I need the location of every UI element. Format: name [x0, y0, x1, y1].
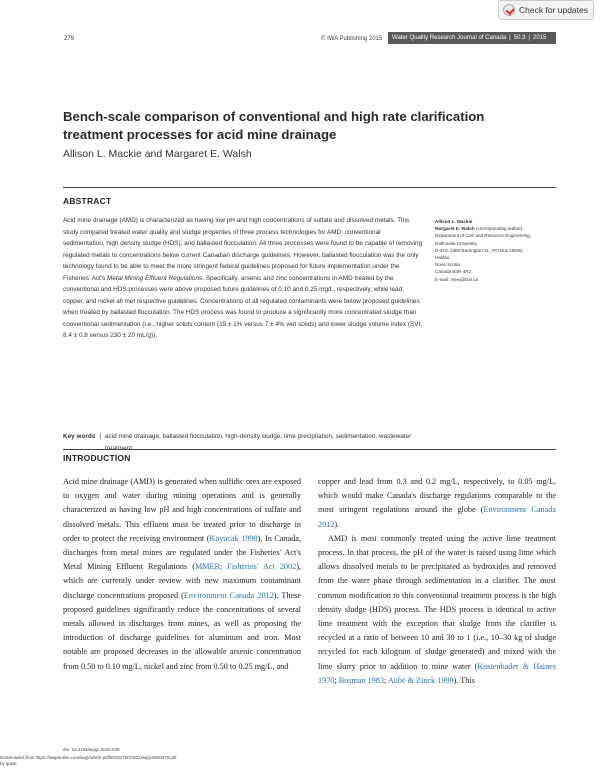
- download-by: by guest: [0, 761, 17, 766]
- affiliation-line: Department of Civil and Resource Engineering,: [435, 233, 532, 239]
- doi: doi: 10.2166/wqrjc.2015.048: [63, 747, 120, 752]
- abstract-text-2: . Specifically, arsenic and zinc concentrations in AMD treated by the conventional and HDS processes were above proposed future guidelines of 0.10 and 0.25 mg/L, respectively, while lead, copper, and nickel all met respective guidelines. Concentrations of all regulated contaminants were below proposed guidelines when treated by ballasted flocculation. The HDS process was found to produce a significantly more concentrated sludge than conventional sedimentation (i.e., higher solids content (19 ± 1% versus 7 ± 4% wet solids) and lower sludge volume index (SVI; 8.4 ± 0.8 versus 230 ± 20 mL/g)).: [63, 274, 423, 339]
- author-affiliation: [435, 218, 555, 283]
- download-notice: [0, 755, 176, 767]
- check-updates-icon: [503, 4, 515, 16]
- article-authors: Allison L. Mackie and Margaret E. Walsh: [63, 148, 252, 160]
- intro-text: copper and lead from 0.3 and 0.2 mg/L, respectively, to 0.05 mg/L, which would make Canada's discharge regulations comparable to the most stringent regulations around the globe (: [318, 477, 556, 515]
- page-number: 279: [64, 36, 75, 42]
- citation-link[interactable]: MMER; Fisheries' Act 2002: [194, 562, 297, 572]
- citation-link[interactable]: Environment Canada 2012: [318, 505, 556, 529]
- affiliation-line: Canada B3H 4R2: [435, 269, 472, 275]
- citation-link[interactable]: Aubé & Zinck 1999: [387, 675, 454, 685]
- journal-bar: Water Quality Research Journal of Canada | 50.3 | 2015: [388, 32, 556, 44]
- abstract-regulation-name: Metal Mining Effluent Regulations: [107, 274, 203, 282]
- citation-link[interactable]: Environment Canada 2012: [183, 590, 274, 600]
- affiliation-line: Halifax,: [435, 255, 451, 261]
- introduction-left-column: [63, 475, 301, 674]
- citation-link[interactable]: Kayucak 1998: [209, 533, 258, 543]
- affiliation-line: D-215, 1360 Barrington St., PO Box 15000,: [435, 247, 524, 253]
- download-url: Downloaded from https://iwaponline.com/wqrj/article-pdf/50/3/279/37822/wqrjc0500279.pdf: [0, 755, 177, 760]
- keywords-text: acid mine drainage, ballasted flocculation, high-density sludge, lime precipitation, sedimentation, wastewater treatment: [105, 433, 412, 452]
- affiliation-line: Nova Scotia,: [435, 262, 462, 268]
- abstract-body: [63, 215, 423, 342]
- intro-text: ).: [334, 519, 340, 529]
- intro-text: Acid mine drainage (AMD) is generated when sulfidic ores are exposed to oxygen and water during mining operations and is generally characterized as having low pH and high concentrations of sulfate and dissolved metals. This effluent must be treated prior to discharge in order to protect the receiving environment (: [63, 477, 301, 543]
- intro-text: ;: [383, 675, 388, 685]
- affiliation-author-2: Margaret E. Walsh: [435, 226, 475, 232]
- abstract-heading: ABSTRACT: [63, 196, 112, 206]
- intro-text: ). In Canada, discharges from metal mines are regulated under the Fisheries' Act's Metal Mining Effluent Regulations (: [63, 533, 301, 572]
- introduction-right-column: [318, 475, 556, 688]
- citation-link[interactable]: Kostenbader & Haines 1970: [318, 661, 556, 685]
- affiliation-line: Dalhousie University,: [435, 240, 478, 246]
- check-for-updates-button[interactable]: [498, 0, 594, 20]
- journal-name: Water Quality Research Journal of Canada: [392, 35, 507, 41]
- intro-text: ;: [334, 675, 339, 685]
- intro-text: ), which are currently under review with new maximum contaminant discharge concentrations proposed (: [63, 562, 301, 600]
- keywords: Key words | acid mine drainage, ballasted flocculation, high-density sludge, lime precipitation, sedimentation, wastewater treatment: [63, 431, 423, 454]
- article-title: Bench-scale comparison of conventional and high rate clarification treatment processes for acid mine drainage: [63, 109, 485, 142]
- introduction-rule: [63, 449, 556, 450]
- corresponding-note: (corresponding author): [475, 226, 523, 232]
- intro-text: ). This: [453, 675, 475, 685]
- intro-text: ). These proposed guidelines significantly reduce the concentrations of several metals allowed in discharges from mines, as well as proposing the introduction of discharge guidelines for aluminum and iron. Most notable are proposed decreases in the allowable arsenic concentration from 0.50 to 0.10 mg/L, nickel and zinc from 0.50 to 0.25 mg/L, and: [63, 590, 301, 671]
- affiliation-author-1: Allison L. Mackie: [435, 219, 473, 224]
- journal-volume: 50.3: [513, 35, 526, 41]
- intro-text: AMD is most commonly treated using the active lime treatment process. In that process, the pH of the water is raised using lime which allows dissolved metals to be precipitated as hydroxides and removed from the water phase through sedimentation in a clarifier. The most common modification to this conventional treatment process is the high density sludge (HDS) process. The HDS process is identical to active lime treatment with the exception that sludge from the clarifier is recycled at a ratio of between 10 and 30 to 1 (i.e., 10–30 kg of sludge recycled for each kilogram of sludge generated) and mixed with the lime slurry prior to addition to mine water (: [318, 533, 556, 671]
- abstract-rule: [63, 187, 556, 188]
- abstract-text-1: Acid mine drainage (AMD) is characterized as having low pH and high concentrations of sulfate and dissolved metals. This study compared treated water quality and sludge properties of three process technologies for AMD: conventional sedimentation, high density sludge (HDS), and ballasted flocculation. All three processes were found to be capable of removing regulated metals to concentrations below current Canadian discharge guidelines. However, ballasted flocculation was the only technology found to be able to meet the more stringent federal guidelines proposed for future implementation under the Fisheries' Act's: [63, 217, 423, 282]
- citation-link[interactable]: Bosman 1983: [338, 675, 384, 685]
- affiliation-email: E-mail: mew@Dal.ca: [435, 276, 478, 282]
- publisher-line: © IWA Publishing 2015: [321, 36, 383, 42]
- introduction-heading: INTRODUCTION: [63, 453, 131, 463]
- keywords-label: Key words: [63, 433, 96, 440]
- check-for-updates-label: Check for updates: [519, 5, 588, 15]
- journal-year: 2015: [532, 35, 547, 41]
